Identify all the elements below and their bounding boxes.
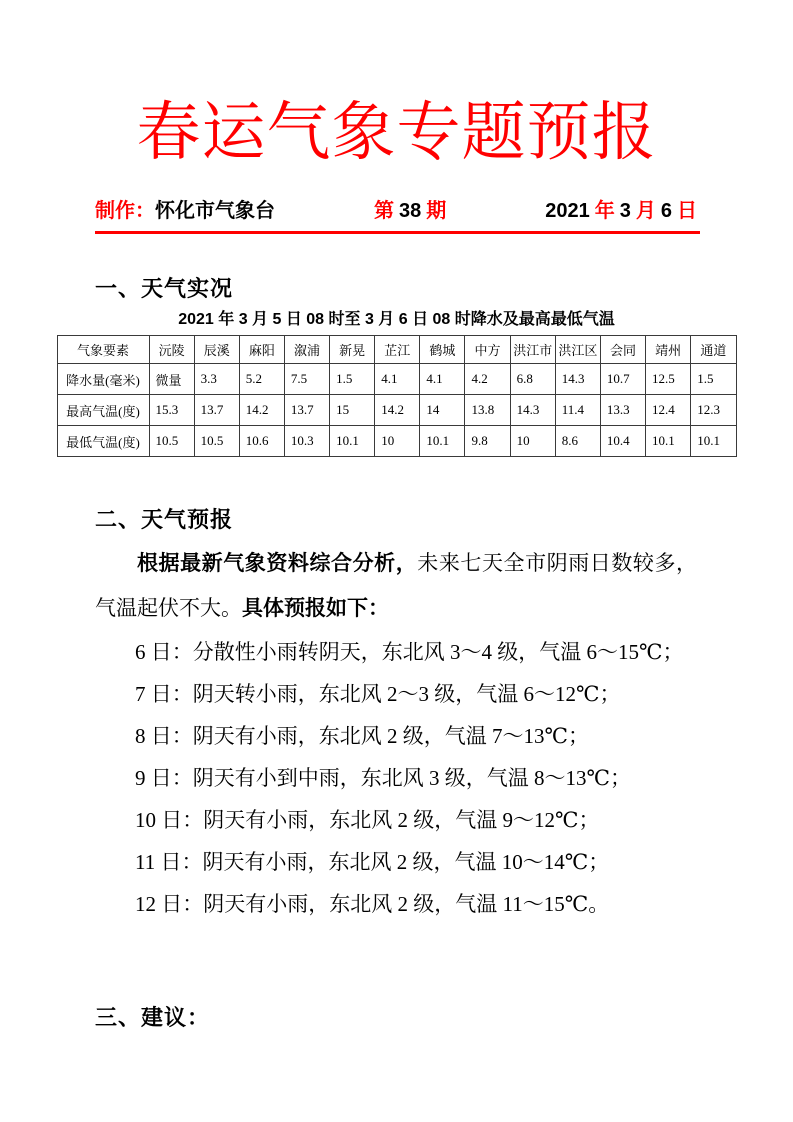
table-cell: 10.1 bbox=[646, 426, 691, 457]
issue-number: 38 bbox=[399, 200, 422, 222]
table-cell: 4.2 bbox=[465, 364, 510, 395]
table-cell: 12.3 bbox=[691, 395, 736, 426]
section-2-heading: 二、天气预报 bbox=[95, 507, 234, 532]
forecast-line-day6: 6 日：分散性小雨转阴天，东北风 3～4 级，气温 6～15℃； bbox=[135, 640, 684, 664]
table-cell: 14.2 bbox=[239, 395, 284, 426]
table-header-cell: 芷江 bbox=[375, 336, 420, 364]
table-header-cell: 中方 bbox=[465, 336, 510, 364]
table-cell: 1.5 bbox=[330, 364, 375, 395]
producer-name: 怀化市气象台 bbox=[155, 200, 275, 222]
table-row-label: 降水量(毫米) bbox=[57, 364, 149, 395]
table-header-cell: 新晃 bbox=[330, 336, 375, 364]
table-header-cell: 气象要素 bbox=[57, 336, 149, 364]
table-header-cell: 靖州 bbox=[646, 336, 691, 364]
table-cell: 10.4 bbox=[600, 426, 645, 457]
table-caption: 2021 年 3 月 5 日 08 时至 3 月 6 日 08 时降水及最高最低气温 bbox=[178, 311, 615, 328]
table-row bbox=[57, 426, 736, 457]
forecast-line-day7: 7 日：阴天转小雨，东北风 2～3 级，气温 6～12℃； bbox=[135, 682, 621, 706]
issue-number-block bbox=[374, 198, 446, 224]
table-header-cell: 会同 bbox=[600, 336, 645, 364]
table-cell: 14.3 bbox=[555, 364, 600, 395]
table-header-cell: 辰溪 bbox=[194, 336, 239, 364]
table-cell: 11.4 bbox=[555, 395, 600, 426]
table-row bbox=[57, 364, 736, 395]
table-cell: 15.3 bbox=[149, 395, 194, 426]
table-cell: 10 bbox=[510, 426, 555, 457]
table-cell: 7.5 bbox=[284, 364, 329, 395]
table-cell: 13.8 bbox=[465, 395, 510, 426]
table-header-row bbox=[57, 336, 736, 364]
table-cell: 13.3 bbox=[600, 395, 645, 426]
table-header-cell: 溆浦 bbox=[284, 336, 329, 364]
table-cell: 14.3 bbox=[510, 395, 555, 426]
weather-table bbox=[57, 335, 737, 457]
table-cell: 1.5 bbox=[691, 364, 736, 395]
table-cell: 10.1 bbox=[691, 426, 736, 457]
forecast-line-day9: 9 日：阴天有小到中雨，东北风 3 级，气温 8～13℃； bbox=[135, 766, 631, 790]
table-cell: 12.4 bbox=[646, 395, 691, 426]
divider-rule bbox=[95, 231, 700, 234]
date-day: 6 bbox=[660, 200, 672, 222]
producer-label: 制作： bbox=[95, 200, 155, 222]
table-cell: 10.3 bbox=[284, 426, 329, 457]
forecast-line-day8: 8 日：阴天有小雨，东北风 2 级，气温 7～13℃； bbox=[135, 724, 589, 748]
section-3-heading: 三、建议： bbox=[95, 1005, 211, 1030]
table-cell: 10.5 bbox=[194, 426, 239, 457]
date-month-unit: 月 bbox=[635, 200, 656, 222]
issue-suffix: 期 bbox=[426, 200, 447, 222]
table-header-cell: 麻阳 bbox=[239, 336, 284, 364]
table-cell: 12.5 bbox=[646, 364, 691, 395]
table-cell: 14.2 bbox=[375, 395, 420, 426]
intro-bold-lead: 根据最新气象资料综合分析， bbox=[137, 552, 418, 575]
daily-forecast-list bbox=[95, 631, 697, 925]
table-cell: 13.7 bbox=[284, 395, 329, 426]
table-cell: 4.1 bbox=[375, 364, 420, 395]
issue-prefix: 第 bbox=[374, 200, 394, 222]
table-cell: 3.3 bbox=[194, 364, 239, 395]
masthead bbox=[95, 198, 697, 224]
table-header-cell: 鹤城 bbox=[420, 336, 465, 364]
producer bbox=[95, 198, 275, 224]
table-header-cell: 通道 bbox=[691, 336, 736, 364]
table-cell: 10.6 bbox=[239, 426, 284, 457]
date-year-unit: 年 bbox=[594, 200, 615, 222]
table-cell: 13.7 bbox=[194, 395, 239, 426]
date-month: 3 bbox=[619, 200, 631, 222]
table-cell: 10.1 bbox=[330, 426, 375, 457]
table-cell: 4.1 bbox=[420, 364, 465, 395]
table-cell: 5.2 bbox=[239, 364, 284, 395]
table-header-cell: 洪江区 bbox=[555, 336, 600, 364]
section-1-heading: 一、天气实况 bbox=[95, 276, 234, 301]
table-row bbox=[57, 395, 736, 426]
date-year: 2021 bbox=[545, 200, 590, 222]
table-cell: 9.8 bbox=[465, 426, 510, 457]
table-cell: 15 bbox=[330, 395, 375, 426]
table-cell: 10 bbox=[375, 426, 420, 457]
intro-regular-text: 未来七天全市阴雨日数较多，气温起伏不大。 bbox=[95, 551, 698, 620]
forecast-intro-paragraph bbox=[95, 541, 697, 631]
table-cell: 微量 bbox=[149, 364, 194, 395]
forecast-line-day10: 10 日：阴天有小雨，东北风 2 级，气温 9～12℃； bbox=[135, 808, 600, 832]
date-day-unit: 日 bbox=[677, 200, 697, 222]
forecast-line-day12: 12 日：阴天有小雨，东北风 2 级，气温 11～15℃。 bbox=[135, 892, 610, 916]
table-header-cell: 洪江市 bbox=[510, 336, 555, 364]
forecast-line-day11: 11 日：阴天有小雨，东北风 2 级，气温 10～14℃； bbox=[135, 850, 610, 874]
table-row-label: 最低气温(度) bbox=[57, 426, 149, 457]
table-cell: 8.6 bbox=[555, 426, 600, 457]
table-cell: 10.1 bbox=[420, 426, 465, 457]
table-row-label: 最高气温(度) bbox=[57, 395, 149, 426]
document-title: 春运气象专题预报 bbox=[136, 97, 657, 168]
table-header-cell: 沅陵 bbox=[149, 336, 194, 364]
table-cell: 6.8 bbox=[510, 364, 555, 395]
intro-bold-tail: 具体预报如下： bbox=[242, 597, 389, 620]
table-cell: 10.7 bbox=[600, 364, 645, 395]
issue-date bbox=[545, 198, 697, 224]
table-cell: 14 bbox=[420, 395, 465, 426]
table-cell: 10.5 bbox=[149, 426, 194, 457]
